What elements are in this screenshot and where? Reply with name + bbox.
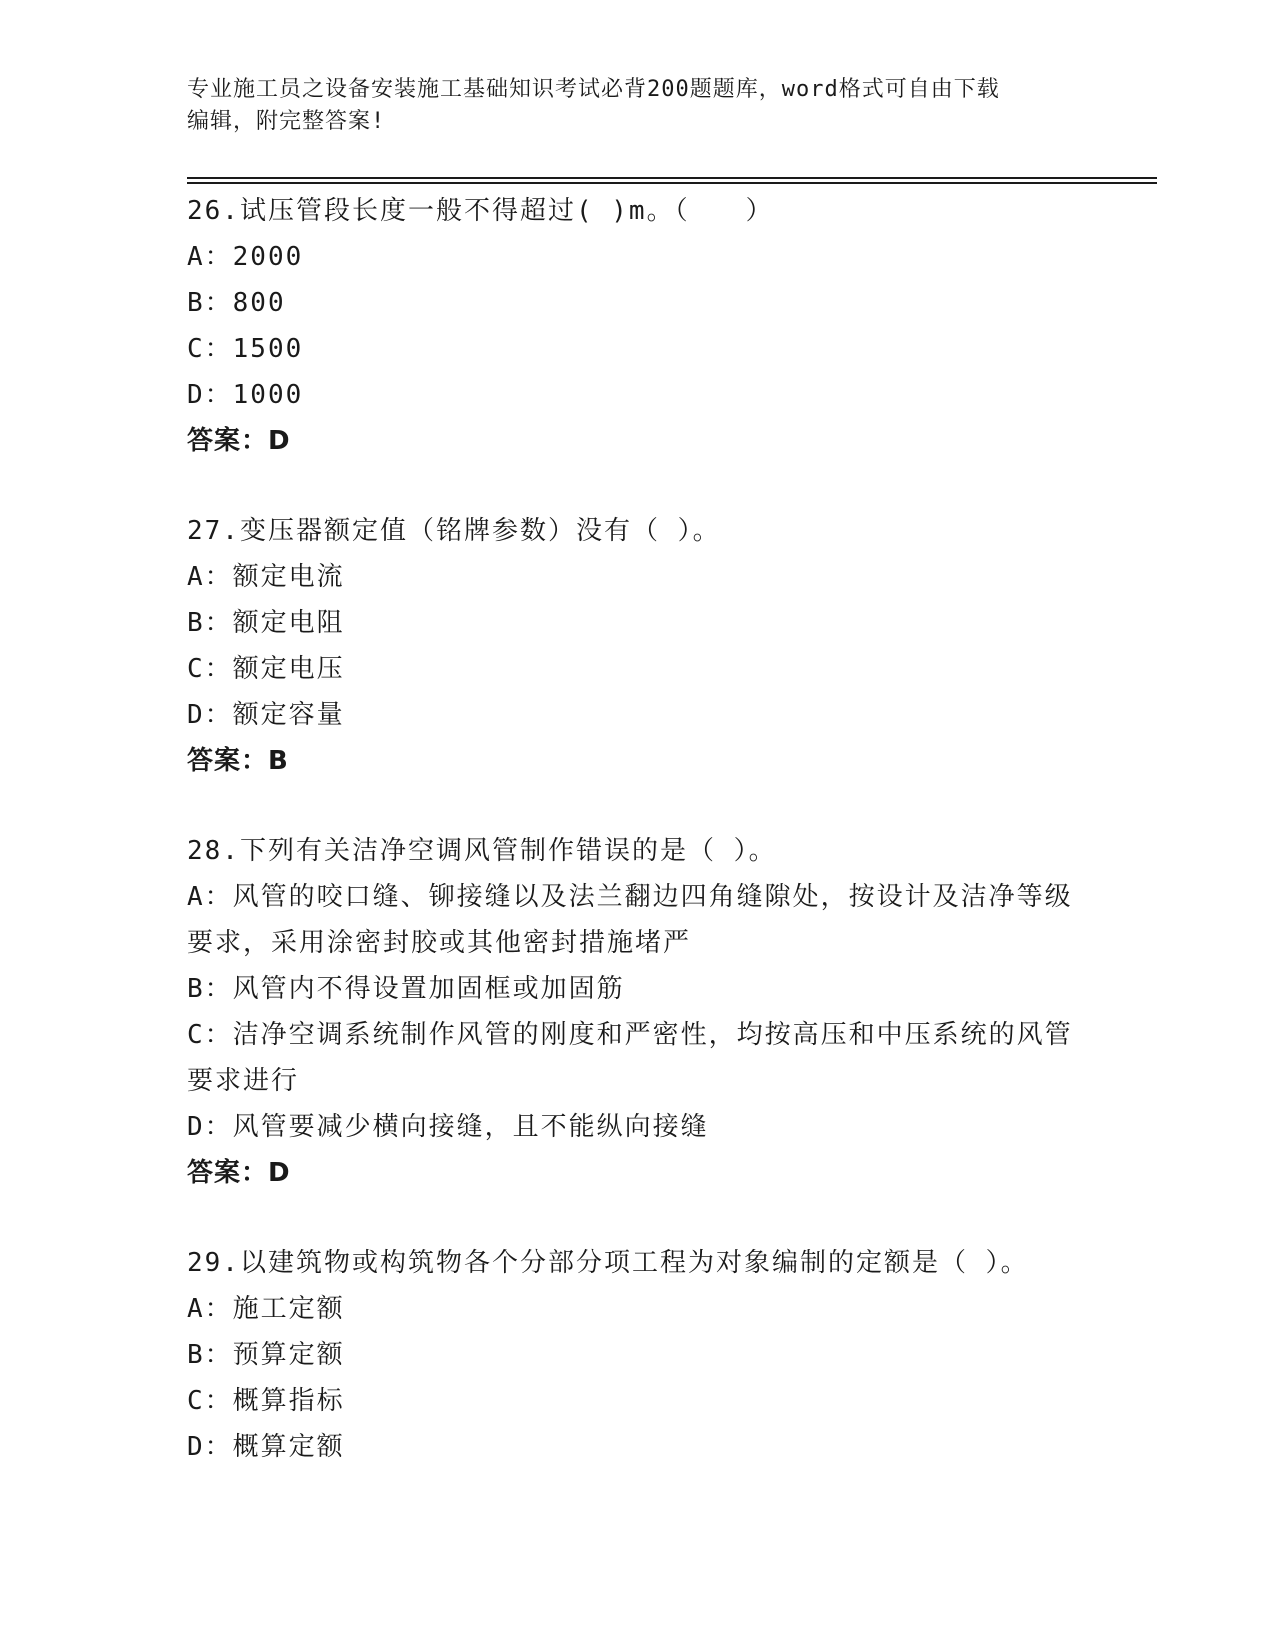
question-stem: 29.以建筑物或构筑物各个分部分项工程为对象编制的定额是（ ）。 <box>187 1248 1029 1278</box>
header-divider-top <box>187 177 1157 179</box>
option-b: B：风管内不得设置加固框或加固筋 <box>187 974 625 1004</box>
answer: 答案：D <box>187 426 291 456</box>
question-26 <box>187 188 1087 464</box>
answer: 答案：B <box>187 746 289 776</box>
document-header <box>187 74 1087 138</box>
option-d: D：风管要减少横向接缝，且不能纵向接缝 <box>187 1112 709 1142</box>
option-a: A：风管的咬口缝、铆接缝以及法兰翻边四角缝隙处，按设计及洁净等级要求，采用涂密封胶或其他密封措施堵严 <box>187 882 1073 958</box>
header-title-line1: 专业施工员之设备安装施工基础知识考试必背200题题库，word格式可自由下载 <box>187 77 1000 102</box>
option-a: A：施工定额 <box>187 1294 345 1324</box>
option-a: A：2000 <box>187 242 304 272</box>
option-b: B：800 <box>187 288 286 318</box>
option-a: A：额定电流 <box>187 562 345 592</box>
question-stem: 27.变压器额定值（铭牌参数）没有（ ）。 <box>187 516 721 546</box>
option-d: D：概算定额 <box>187 1432 345 1462</box>
option-c: C：1500 <box>187 334 304 364</box>
option-d: D：1000 <box>187 380 304 410</box>
question-stem: 28.下列有关洁净空调风管制作错误的是（ ）。 <box>187 836 777 866</box>
option-d: D：额定容量 <box>187 700 345 730</box>
question-28 <box>187 828 1087 1196</box>
question-stem: 26.试压管段长度一般不得超过( )m。（ ） <box>187 196 774 226</box>
option-c: C：额定电压 <box>187 654 345 684</box>
header-title-line2: 编辑，附完整答案! <box>187 109 386 134</box>
question-29 <box>187 1240 1087 1470</box>
option-c: C：洁净空调系统制作风管的刚度和严密性，均按高压和中压系统的风管要求进行 <box>187 1020 1073 1096</box>
option-b: B：预算定额 <box>187 1340 345 1370</box>
answer: 答案：D <box>187 1158 291 1188</box>
option-b: B：额定电阻 <box>187 608 345 638</box>
question-27 <box>187 508 1087 784</box>
header-divider-bottom <box>187 182 1157 184</box>
option-c: C：概算指标 <box>187 1386 345 1416</box>
